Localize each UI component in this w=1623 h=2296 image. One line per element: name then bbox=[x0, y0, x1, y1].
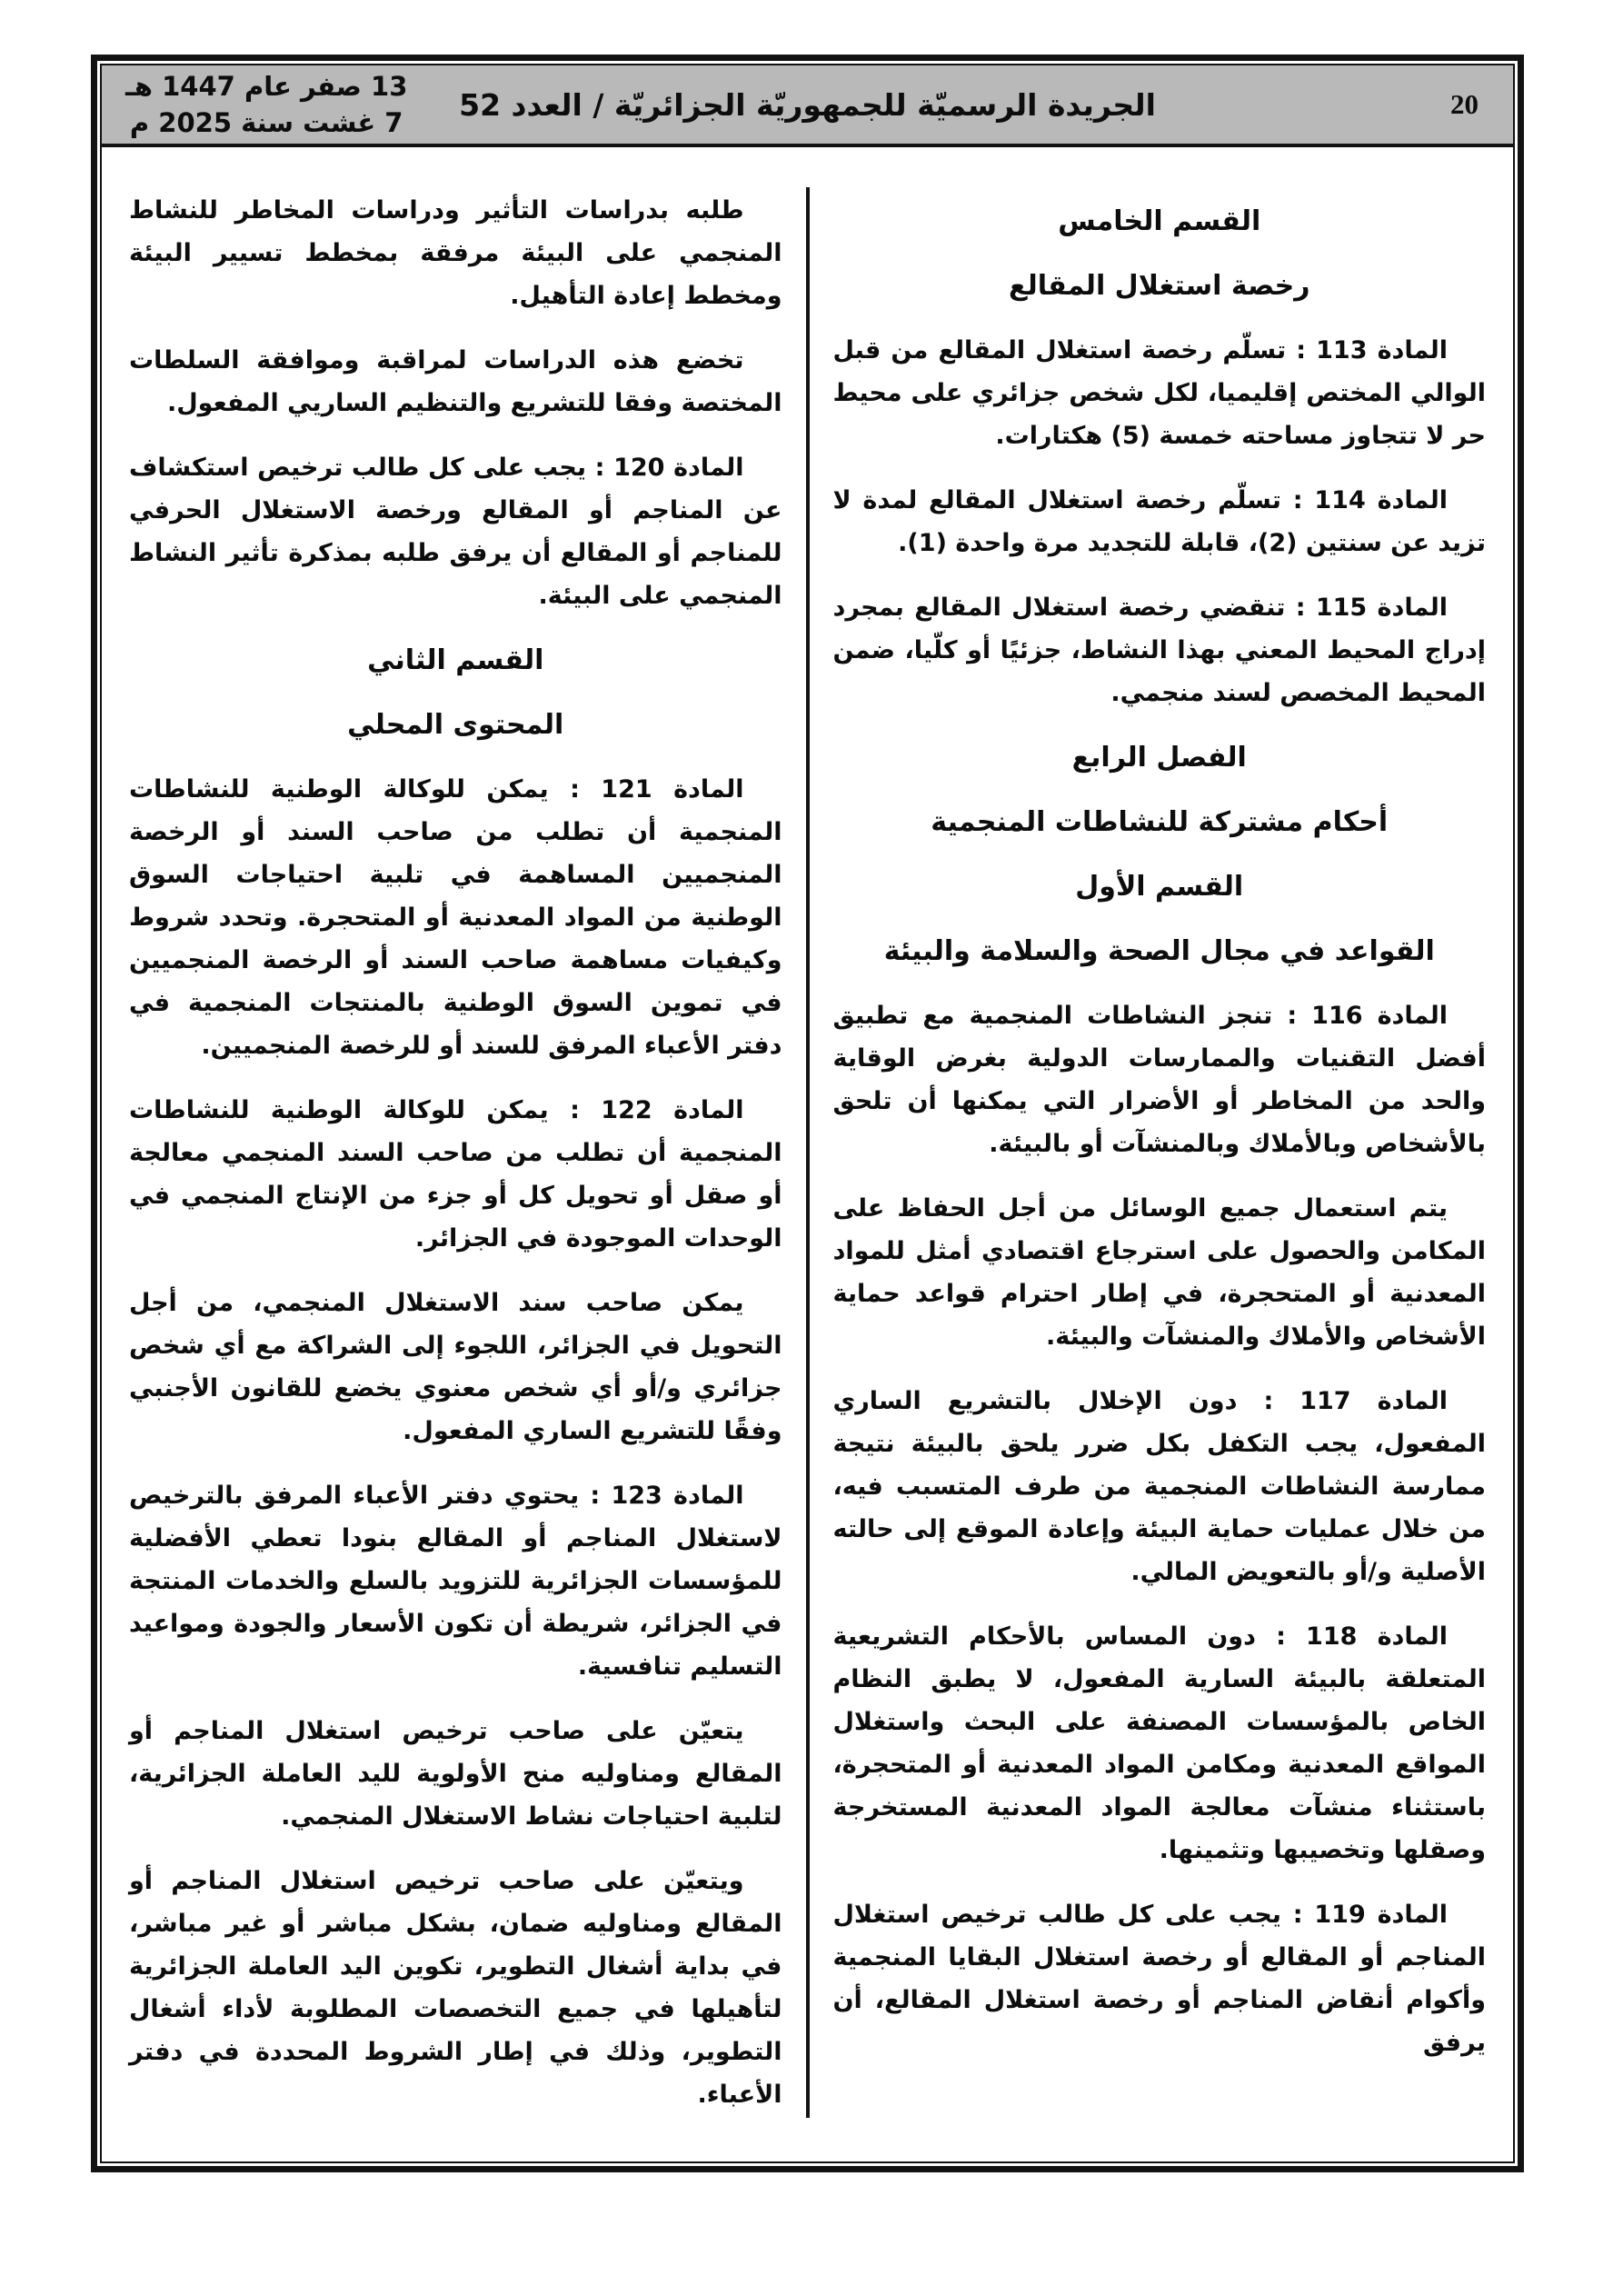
section-heading: أحكام مشتركة للنشاطات المنجمية bbox=[931, 806, 1389, 838]
article-number-label: المادة 121 : bbox=[570, 775, 744, 804]
section-heading: المحتوى المحلي bbox=[347, 709, 564, 741]
date-gregorian: 7 غشت سنة 2025 م bbox=[129, 107, 403, 138]
article-paragraph: المادة 123 : يحتوي دفتر الأعباء المرفق بالترخيص لاستغلال المناجم أو المقالع بنودا تعطي الأفضلية للمؤسسات الجزائرية للتزويد بالسلع والخدمات المنتجة في الجزائر، شريطة أن تكون الأسعار والجودة ومواعيد التسليم تنافسية. bbox=[129, 1482, 782, 1681]
article-number-label: المادة 118 : bbox=[1276, 1622, 1448, 1651]
article-number-label: المادة 117 : bbox=[1263, 1387, 1448, 1415]
body-paragraph: يتعيّن على صاحب ترخيص استغلال المناجم أو المقالع ومناوليه منح الأولوية لليد العاملة الجزائرية، لتلبية احتياجات نشاط الاستغلال المنجمي. bbox=[129, 1717, 782, 1831]
article-number-label: المادة 116 : bbox=[1287, 1002, 1448, 1030]
article-paragraph: المادة 122 : يمكن للوكالة الوطنية للنشاطات المنجمية أن تطلب من صاحب السند المنجمي معالجة أو صقل أو تحويل كل أو جزء من الإنتاج المنجمي في الوحدات الموجودة في الجزائر. bbox=[129, 1096, 782, 1253]
article-paragraph: المادة 113 : تسلّم رخصة استغلال المقالع من قبل الوالي المختص إقليميا، لكل شخص جزائري على محيط حر لا تتجاوز مساحته خمسة (5) هكتارات. bbox=[832, 336, 1486, 450]
article-number-label: المادة 114 : bbox=[1292, 486, 1448, 514]
article-paragraph: المادة 117 : دون الإخلال بالتشريع الساري المفعول، يجب التكفل بكل ضرر يلحق بالبيئة نتيجة ممارسة النشاطات المنجمية من طرف المتسبب فيه، من خلال عمليات حماية البيئة وإعادة الموقع إلى حالته الأصلية و/أو بالتعويض المالي. bbox=[832, 1387, 1486, 1586]
masthead-bar bbox=[102, 65, 1513, 147]
body-paragraph: يمكن صاحب سند الاستغلال المنجمي، من أجل التحويل في الجزائر، اللجوء إلى الشراكة مع أي شخص جزائري و/أو أي شخص معنوي يخضع للقانون الأجنبي وفقًا للتشريع الساري المفعول. bbox=[129, 1289, 782, 1445]
article-paragraph: المادة 121 : يمكن للوكالة الوطنية للنشاطات المنجمية أن تطلب من صاحب السند أو الرخصة المنجميين المساهمة في تلبية احتياجات السوق الوطنية من المواد المعدنية أو المتحجرة. وتحدد شروط وكيفيات مساهمة صاحب السند أو الرخصة المنجميين في تموين السوق الوطنية بالمنتجات المنجمية في دفتر الأعباء المرفق للسند أو للرخصة المنجميين. bbox=[129, 775, 782, 1060]
article-number-label: المادة 119 : bbox=[1292, 1901, 1449, 1929]
article-paragraph: المادة 120 : يجب على كل طالب ترخيص استكشاف عن المناجم أو المقالع ورخصة الاستغلال الحرفي للمناجم أو المقالع أن يرفق طلبه بمذكرة تأثير النشاط المنجمي على البيئة. bbox=[129, 454, 782, 610]
body-paragraph: يتم استعمال جميع الوسائل من أجل الحفاظ على المكامن والحصول على استرجاع اقتصادي أمثل للمواد المعدنية أو المتحجرة، في إطار احترام قواعد حماية الأشخاص والأملاك والمنشآت والبيئة. bbox=[832, 1194, 1486, 1351]
section-heading: القسم الأول bbox=[1075, 871, 1244, 903]
gazette-title: الجريدة الرسميّة للجمهوريّة الجزائريّة / العدد 52 bbox=[459, 86, 1156, 123]
article-paragraph: المادة 115 : تنقضي رخصة استغلال المقالع بمجرد إدراج المحيط المعني بهذا النشاط، جزئيًا أو كلّيا، ضمن المحيط المخصص لسند منجمي. bbox=[832, 594, 1486, 707]
page-number: 20 bbox=[1450, 88, 1479, 120]
column-left bbox=[129, 189, 782, 2161]
page-frame-inner bbox=[100, 64, 1515, 2163]
article-number-label: المادة 123 : bbox=[590, 1482, 744, 1510]
page-frame bbox=[91, 55, 1524, 2172]
date-hijri: 13 صفر عام 1447 هـ bbox=[125, 71, 408, 102]
column-right bbox=[833, 189, 1487, 2161]
section-heading: القسم الثاني bbox=[367, 644, 544, 676]
section-heading: القواعد في مجال الصحة والسلامة والبيئة bbox=[883, 935, 1435, 967]
section-heading: رخصة استغلال المقالع bbox=[1008, 270, 1310, 302]
article-paragraph: المادة 119 : يجب على كل طالب ترخيص استغلال المناجم أو المقالع أو رخصة استغلال البقايا المنجمية وأكوام أنقاض المناجم أو رخصة استغلال المقالع، أن يرفق bbox=[832, 1901, 1486, 2057]
article-paragraph: المادة 116 : تنجز النشاطات المنجمية مع تطبيق أفضل التقنيات والممارسات الدولية بغرض الوقاية والحد من المخاطر أو الأضرار التي يمكنها أن تلحق بالأشخاص وبالأملاك وبالمنشآت أو بالبيئة. bbox=[832, 1002, 1486, 1158]
body-paragraph: طلبه بدراسات التأثير ودراسات المخاطر للنشاط المنجمي على البيئة مرفقة بمخطط تسيير البيئة ومخطط إعادة التأهيل. bbox=[129, 196, 782, 310]
body-paragraph: تخضع هذه الدراسات لمراقبة وموافقة السلطات المختصة وفقا للتشريع والتنظيم الساريي المفعول. bbox=[129, 346, 782, 417]
article-paragraph: المادة 114 : تسلّم رخصة استغلال المقالع لمدة لا تزيد عن سنتين (2)، قابلة للتجديد مرة واحدة (1). bbox=[832, 486, 1486, 557]
section-heading: الفصل الرابع bbox=[1071, 742, 1247, 774]
column-divider bbox=[806, 187, 810, 2118]
article-number-label: المادة 113 : bbox=[1296, 336, 1449, 364]
page-content bbox=[102, 147, 1513, 2161]
article-number-label: المادة 120 : bbox=[594, 454, 744, 482]
article-paragraph: المادة 118 : دون المساس بالأحكام التشريعية المتعلقة بالبيئة السارية المفعول، لا يطبق النظام الخاص بالمؤسسات المصنفة على البحث واستغلال المواقع المعدنية ومكامن المواد المعدنية أو المتحجرة، باستثناء منشآت معالجة المواد المعدنية المستخرجة وصقلها وتخصيبها وتثمينها. bbox=[832, 1622, 1486, 1864]
article-number-label: المادة 122 : bbox=[570, 1096, 744, 1124]
body-paragraph: ويتعيّن على صاحب ترخيص استغلال المناجم أو المقالع ومناوليه ضمان، بشكل مباشر أو غير مباشر، في بداية أشغال التطوير، تكوين اليد العاملة الجزائرية لتأهيلها في جميع التخصصات المطلوبة لأداء أشغال التطوير، وذلك في إطار الشروط المحددة في دفتر الأعباء. bbox=[129, 1867, 782, 2109]
section-heading: القسم الخامس bbox=[1058, 205, 1261, 237]
article-number-label: المادة 115 : bbox=[1295, 594, 1448, 622]
